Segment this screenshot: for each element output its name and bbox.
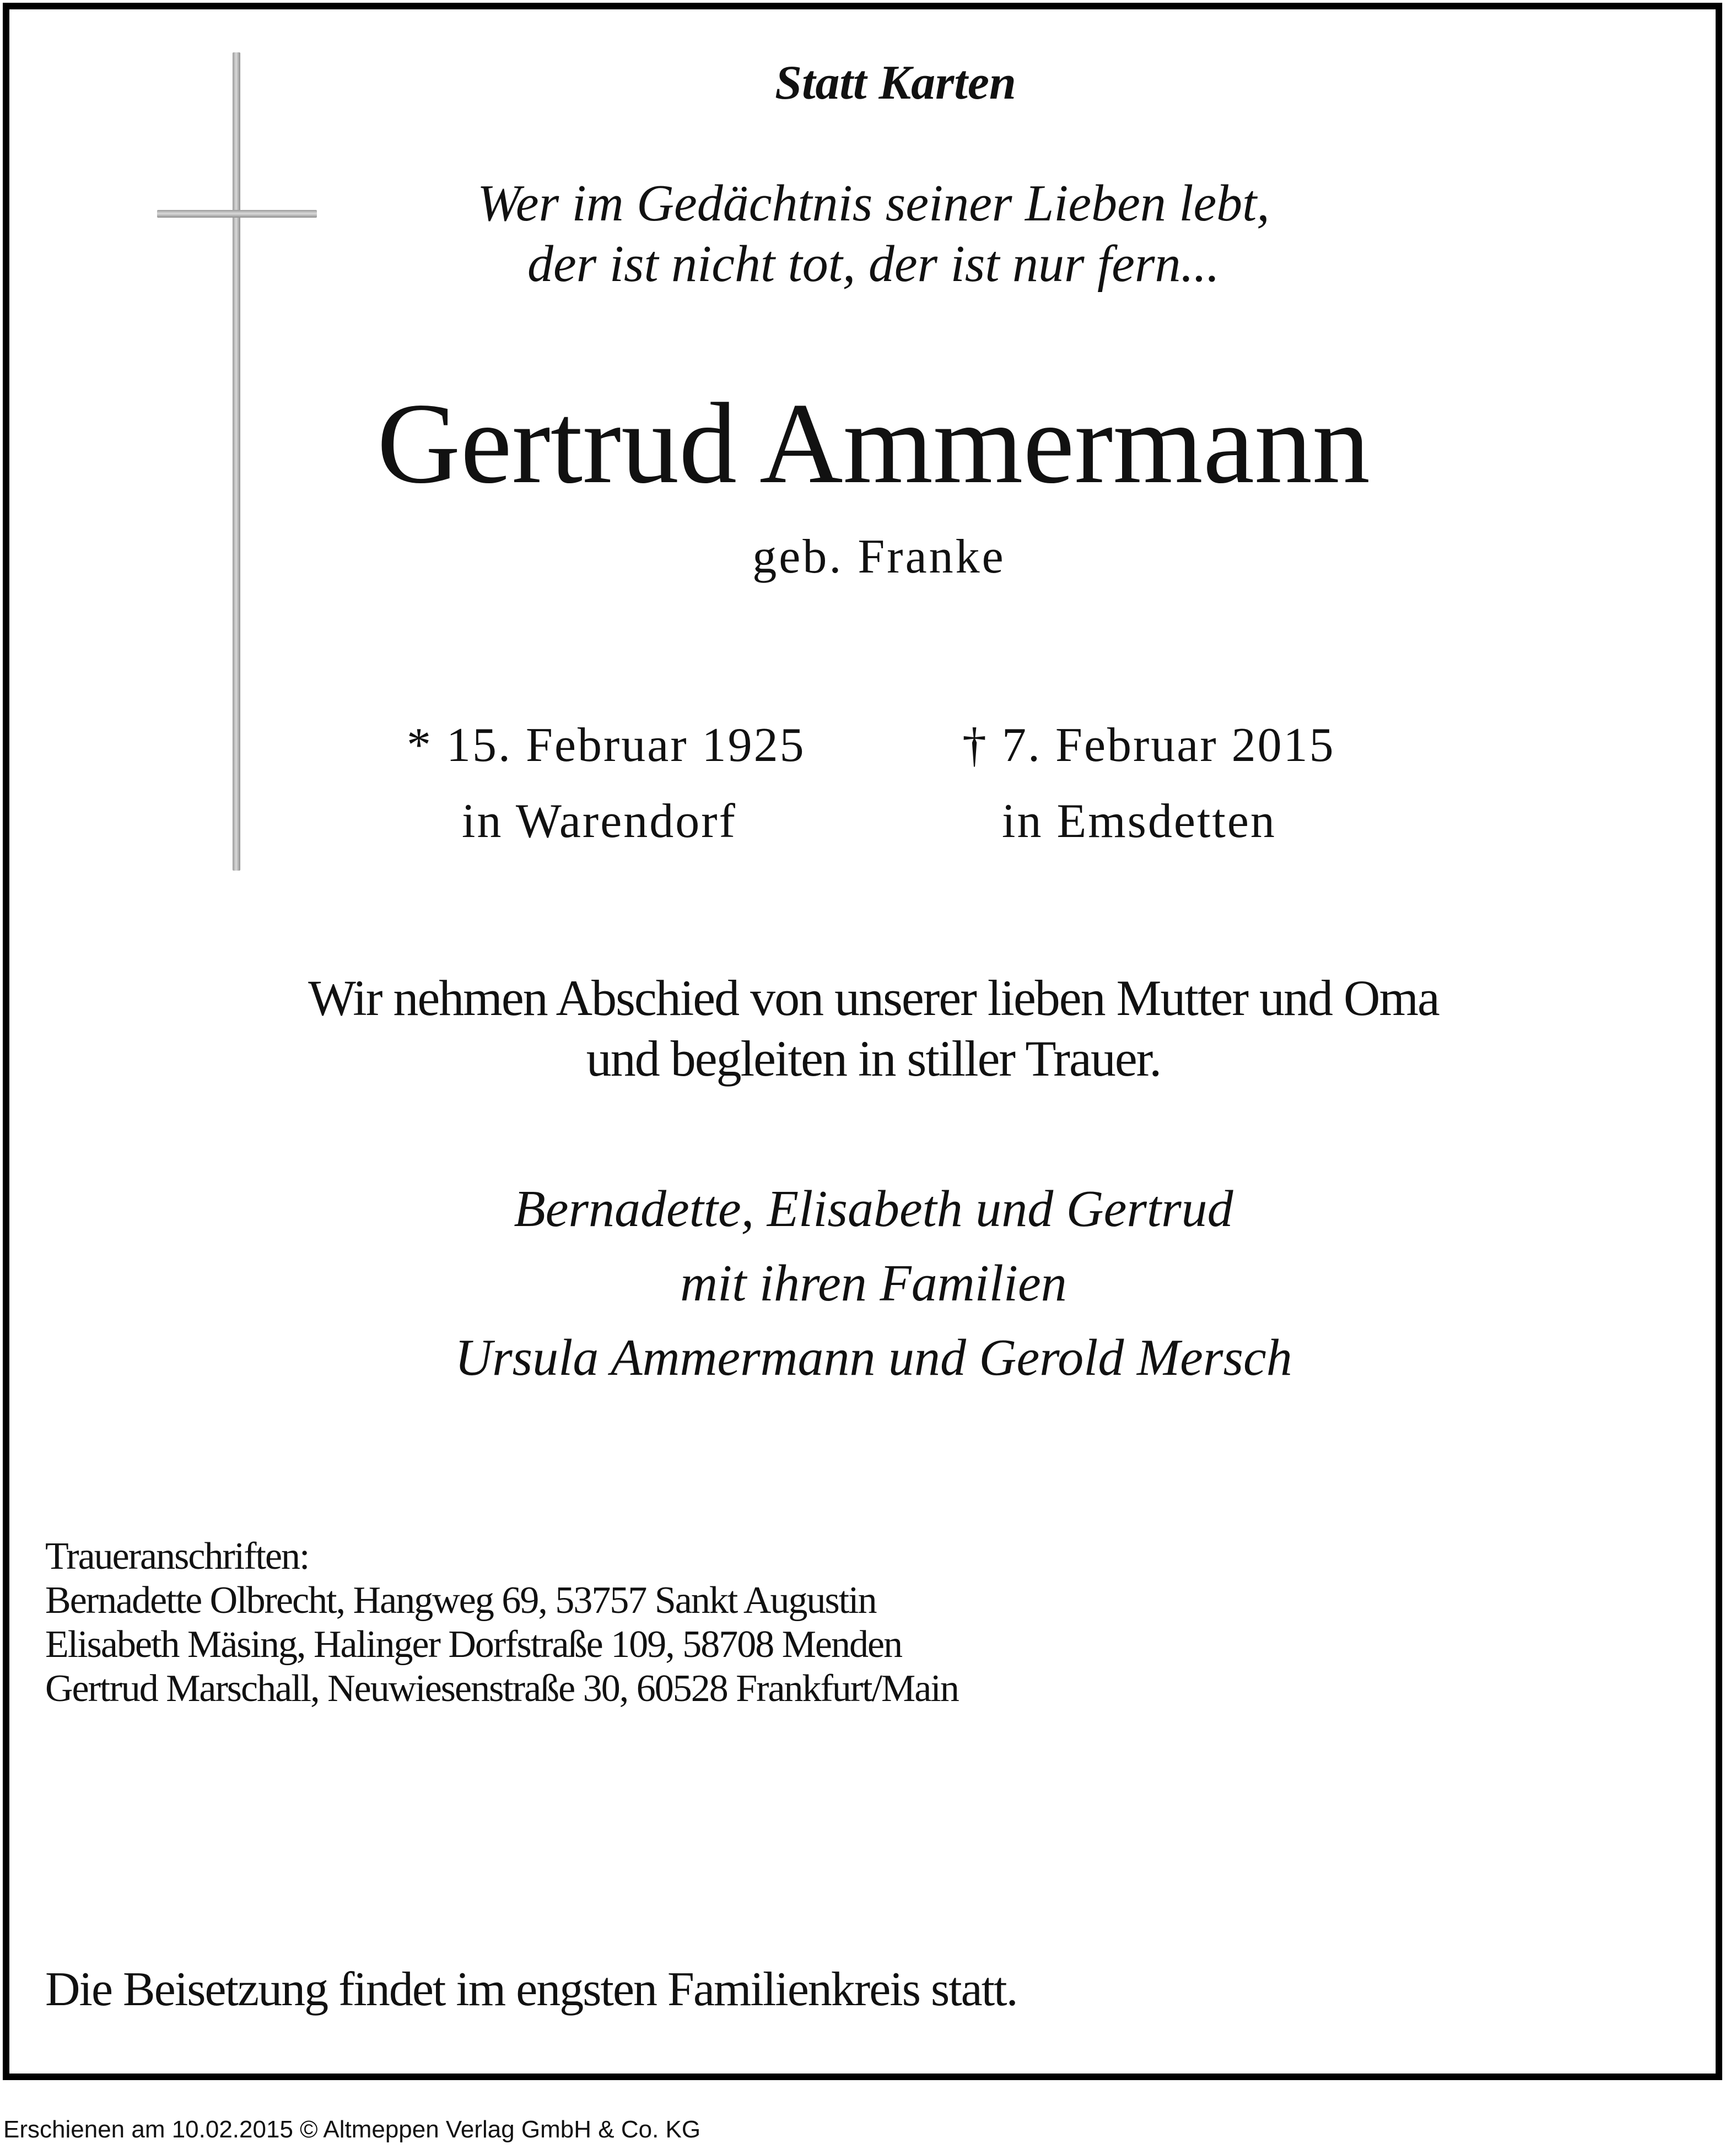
quote-line-2: der ist nicht tot, der ist nur fern... <box>527 235 1220 293</box>
addresses-heading: Traueranschriften: <box>45 1535 309 1578</box>
mourners-line-2: mit ihren Familien <box>680 1255 1067 1312</box>
death-date: † 7. Februar 2015 <box>962 719 1335 772</box>
closing-note: Die Beisetzung findet im engsten Familienkreis statt. <box>45 1963 1017 2016</box>
publication-footer: Erschienen am 10.02.2015 © Altmeppen Verlag GmbH & Co. KG <box>3 2116 701 2143</box>
farewell-line-1: Wir nehmen Abschied von unserer lieben Mutter und Oma <box>308 970 1439 1026</box>
address-line: Gertrud Marschall, Neuwiesenstraße 30, 60528 Frankfurt/Main <box>45 1667 958 1710</box>
farewell-line-2: und begleiten in stiller Trauer. <box>586 1030 1161 1087</box>
mourners-line-3: Ursula Ammermann und Gerold Mersch <box>455 1329 1292 1386</box>
birth-date: * 15. Februar 1925 <box>407 719 806 772</box>
deceased-name: Gertrud Ammermann <box>376 380 1371 507</box>
address-line: Elisabeth Mäsing, Halinger Dorfstraße 109, 58708 Menden <box>45 1623 902 1666</box>
birth-place: in Warendorf <box>462 795 737 848</box>
address-line: Bernadette Olbrecht, Hangweg 69, 53757 Sankt Augustin <box>45 1579 876 1622</box>
death-place: in Emsdetten <box>1002 795 1276 848</box>
quote-line-1: Wer im Gedächtnis seiner Lieben lebt, <box>477 175 1270 232</box>
mourners-line-1: Bernadette, Elisabeth und Gertrud <box>514 1180 1233 1238</box>
header-statt-karten: Statt Karten <box>775 56 1016 110</box>
maiden-name: geb. Franke <box>752 530 1006 584</box>
